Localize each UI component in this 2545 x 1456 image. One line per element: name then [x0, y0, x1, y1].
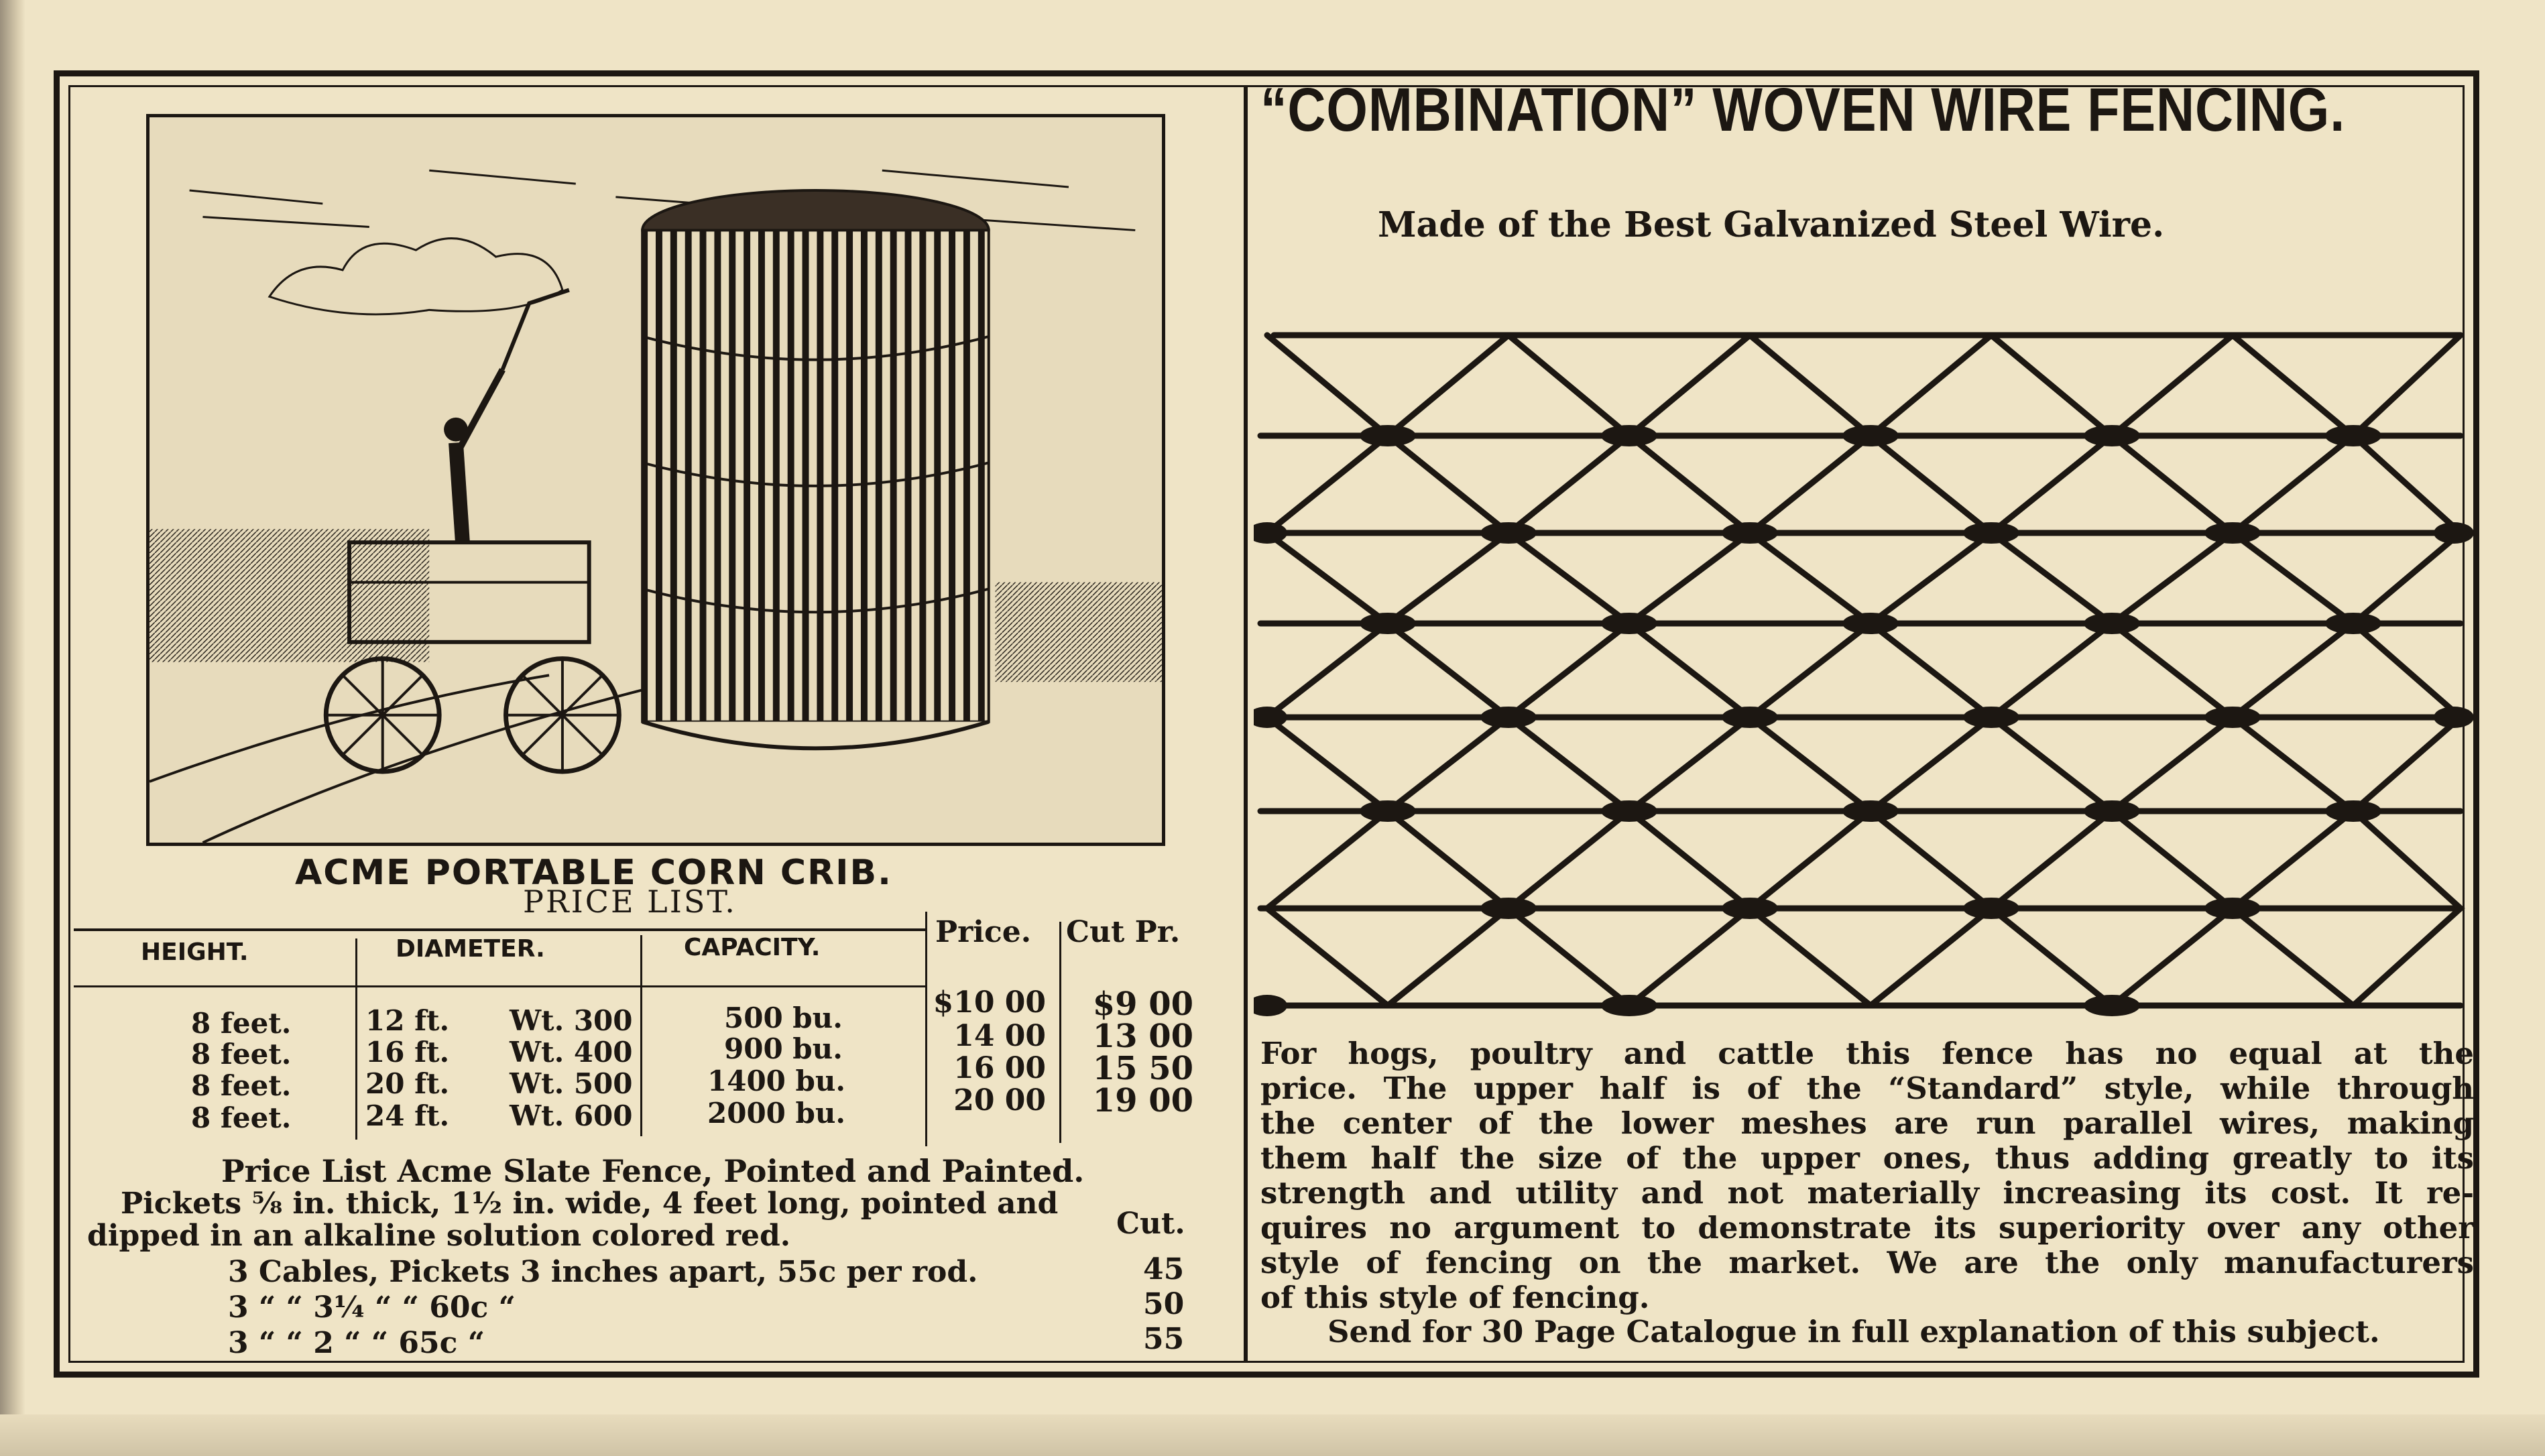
row-capacity: 500 bu.: [724, 1002, 843, 1034]
fencing-subtitle: Made of the Best Galvanized Steel Wire.: [1378, 204, 2165, 245]
description-line: style of fencing on the market. We are the only manufacturers: [1260, 1245, 2474, 1280]
row-price: 14 00: [953, 1019, 1046, 1053]
table-col-rule-2: [640, 935, 642, 1136]
row-cut-price: 13 00: [1092, 1018, 1193, 1055]
description-line: the center of the lower meshes are run parallel wires, making: [1260, 1105, 2474, 1141]
description-line: them half the size of the upper ones, thus adding greatly to its: [1260, 1140, 2474, 1176]
description-last-line: of this style of fencing.: [1260, 1280, 1650, 1315]
slate-fence-line-1: Pickets ⅝ in. thick, 1½ in. wide, 4 feet long, pointed and: [121, 1187, 1059, 1221]
header-diameter: DIAMETER.: [396, 935, 545, 963]
page-bottom-edge: [0, 1414, 2545, 1456]
list-item: 3 “ “ 2 “ “ 65c “: [228, 1326, 485, 1360]
column-divider: [1244, 87, 1248, 1361]
slate-cut-value: 45: [1143, 1252, 1185, 1286]
row-diameter: 24 ft.: [365, 1099, 450, 1132]
woven-wire-fence-illustration: [1254, 282, 2474, 1039]
row-weight: Wt. 300: [510, 1004, 633, 1037]
row-capacity: 900 bu.: [724, 1032, 843, 1065]
book-spine-shadow: [0, 0, 25, 1456]
slate-fence-line-2: dipped in an alkaline solution colored red.: [87, 1219, 791, 1253]
row-height: 8 feet.: [191, 1101, 292, 1134]
row-capacity: 2000 bu.: [707, 1097, 846, 1130]
row-weight: Wt. 400: [510, 1036, 633, 1069]
header-price: Price.: [935, 915, 1032, 949]
description-line: quires no argument to demonstrate its superiority over any other: [1260, 1210, 2474, 1246]
header-height: HEIGHT.: [141, 938, 249, 966]
row-cut-price: $9 00: [1092, 985, 1193, 1023]
row-price: 16 00: [953, 1051, 1046, 1085]
table-col-rule-1: [355, 938, 357, 1140]
corn-crib-engraving: [146, 114, 1165, 846]
slate-cut-header: Cut.: [1116, 1207, 1185, 1241]
table-col-rule-3: [925, 912, 927, 1146]
row-price: $10 00: [933, 985, 1046, 1020]
list-item: 3 “ “ 3¼ “ “ 60c “: [228, 1290, 516, 1325]
list-item: 3 Cables, Pickets 3 inches apart, 55c per rod.: [228, 1255, 978, 1289]
row-diameter: 20 ft.: [365, 1067, 450, 1100]
price-list-label: PRICE LIST.: [523, 884, 737, 920]
row-height: 8 feet.: [191, 1069, 292, 1102]
table-header-rule: [74, 985, 925, 987]
row-diameter: 12 ft.: [365, 1004, 450, 1037]
row-capacity: 1400 bu.: [707, 1065, 846, 1097]
row-weight: Wt. 600: [510, 1099, 633, 1132]
table-col-rule-4: [1059, 922, 1061, 1143]
slate-fence-title: Price List Acme Slate Fence, Pointed and Painted.: [221, 1153, 1085, 1189]
row-height: 8 feet.: [191, 1038, 292, 1071]
row-cut-price: 19 00: [1092, 1082, 1193, 1119]
catalogue-note: Send for 30 Page Catalogue in full explanation of this subject.: [1327, 1314, 2380, 1349]
slate-cut-value: 55: [1143, 1322, 1185, 1356]
slate-cut-value: 50: [1143, 1287, 1185, 1321]
header-cut-price: Cut Pr.: [1066, 915, 1181, 949]
corn-crib-title: ACME PORTABLE CORN CRIB.: [295, 853, 892, 893]
row-height: 8 feet.: [191, 1007, 292, 1040]
description-line: For hogs, poultry and cattle this fence has no equal at the: [1260, 1036, 2474, 1071]
header-capacity: CAPACITY.: [684, 934, 821, 961]
row-price: 20 00: [953, 1083, 1046, 1117]
row-cut-price: 15 50: [1092, 1050, 1193, 1087]
row-weight: Wt. 500: [510, 1067, 633, 1100]
description-line: strength and utility and not materially increasing its cost. It re-: [1260, 1175, 2474, 1211]
fencing-title: “COMBINATION” WOVEN WIRE FENCING.: [1260, 76, 2346, 144]
row-diameter: 16 ft.: [365, 1036, 450, 1069]
table-top-rule: [74, 928, 925, 931]
description-line: price. The upper half is of the “Standard” style, while through: [1260, 1071, 2474, 1106]
